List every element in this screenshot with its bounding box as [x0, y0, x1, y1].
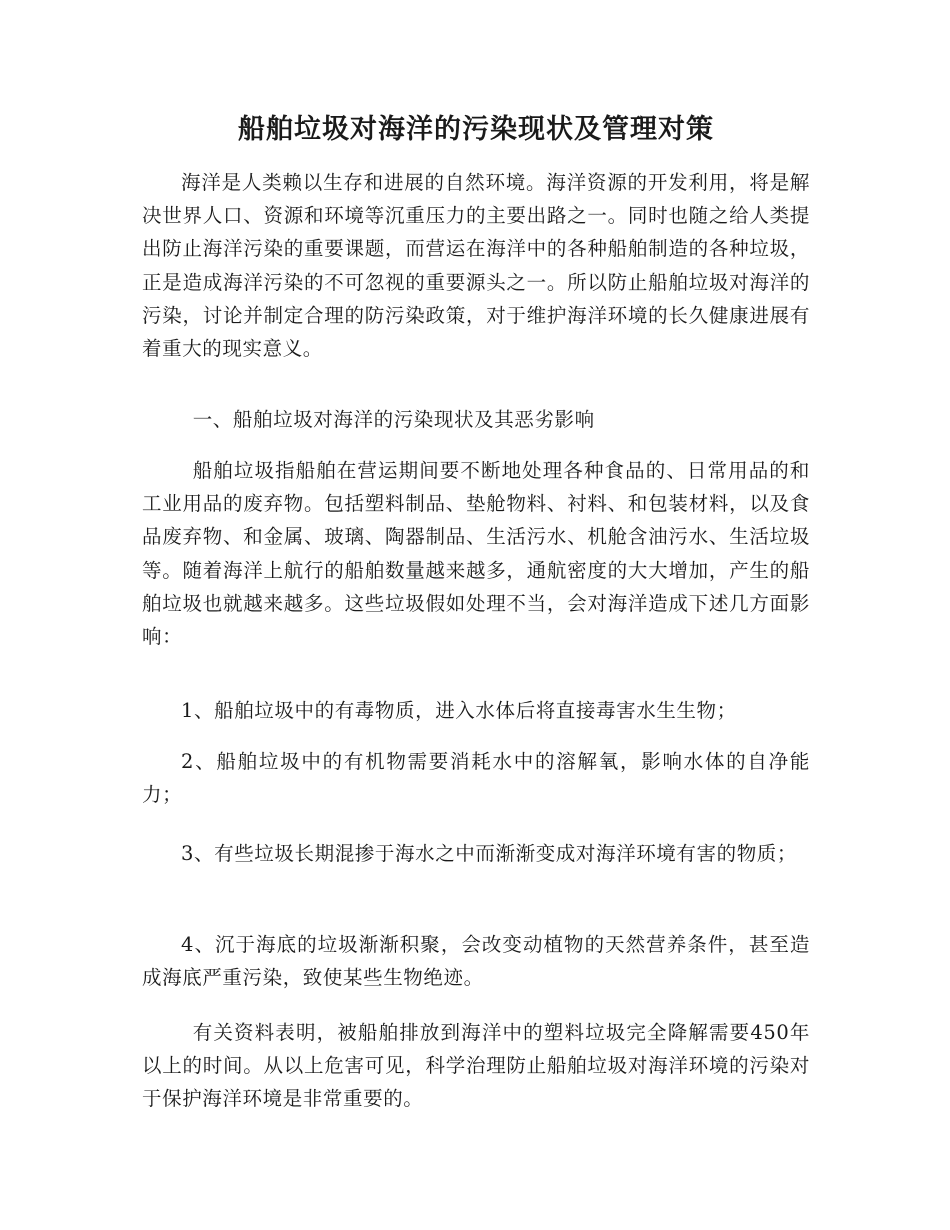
document-page [142, 0, 810, 1230]
paragraph-ship-waste-definition: 船舶垃圾指船舶在营运期间要不断地处理各种食品的、日常用品的和工业用品的废弃物。包括塑料制品、垫舱物料、衬料、和包装材料，以及食品废弃物、和金属、玻璃、陶器制品、生活污水、机舱含油污水、生活垃圾等。随着海洋上航行的船舶数量越来越多，通航密度的大大增加，产生的船舶垃圾也就越来越多。这些垃圾假如处理不当，会对海洋造成下述几方面影响： [142, 459, 810, 649]
paragraph-intro: 海洋是人类赖以生存和进展的自然环境。海洋资源的开发利用，将是解决世界人口、资源和环境等沉重压力的主要出路之一。同时也随之给人类提出防止海洋污染的重要课题，而营运在海洋中的各种船舶制造的各种垃圾，正是造成海洋污染的不可忽视的重要源头之一。所以防止船舶垃圾对海洋的污染，讨论并制定合理的防污染政策，对于维护海洋环境的长久健康进展有着重大的现实意义。 [142, 171, 810, 361]
paragraph-conclusion: 有关资料表明，被船舶排放到海洋中的塑料垃圾完全降解需要450年以上的时间。从以上危害可见，科学治理防止船舶垃圾对海洋环境的污染对于保护海洋环境是非常重要的。 [142, 1021, 810, 1111]
list-item-2: 2、船舶垃圾中的有机物需要消耗水中的溶解氧，影响水体的自净能力； [142, 750, 810, 807]
section-heading-1: 一、船舶垃圾对海洋的污染现状及其恶劣影响 [192, 408, 595, 431]
list-item-4: 4、沉于海底的垃圾渐渐积聚，会改变动植物的天然营养条件，甚至造成海底严重污染，致使某些生物绝迹。 [142, 933, 810, 990]
document-title: 船舶垃圾对海洋的污染现状及管理对策 [238, 114, 714, 145]
list-item-3: 3、有些垃圾长期混掺于海水之中而渐渐变成对海洋环境有害的物质； [181, 842, 798, 865]
list-item-1: 1、船舶垃圾中的有毒物质，进入水体后将直接毒害水生生物； [181, 699, 737, 722]
